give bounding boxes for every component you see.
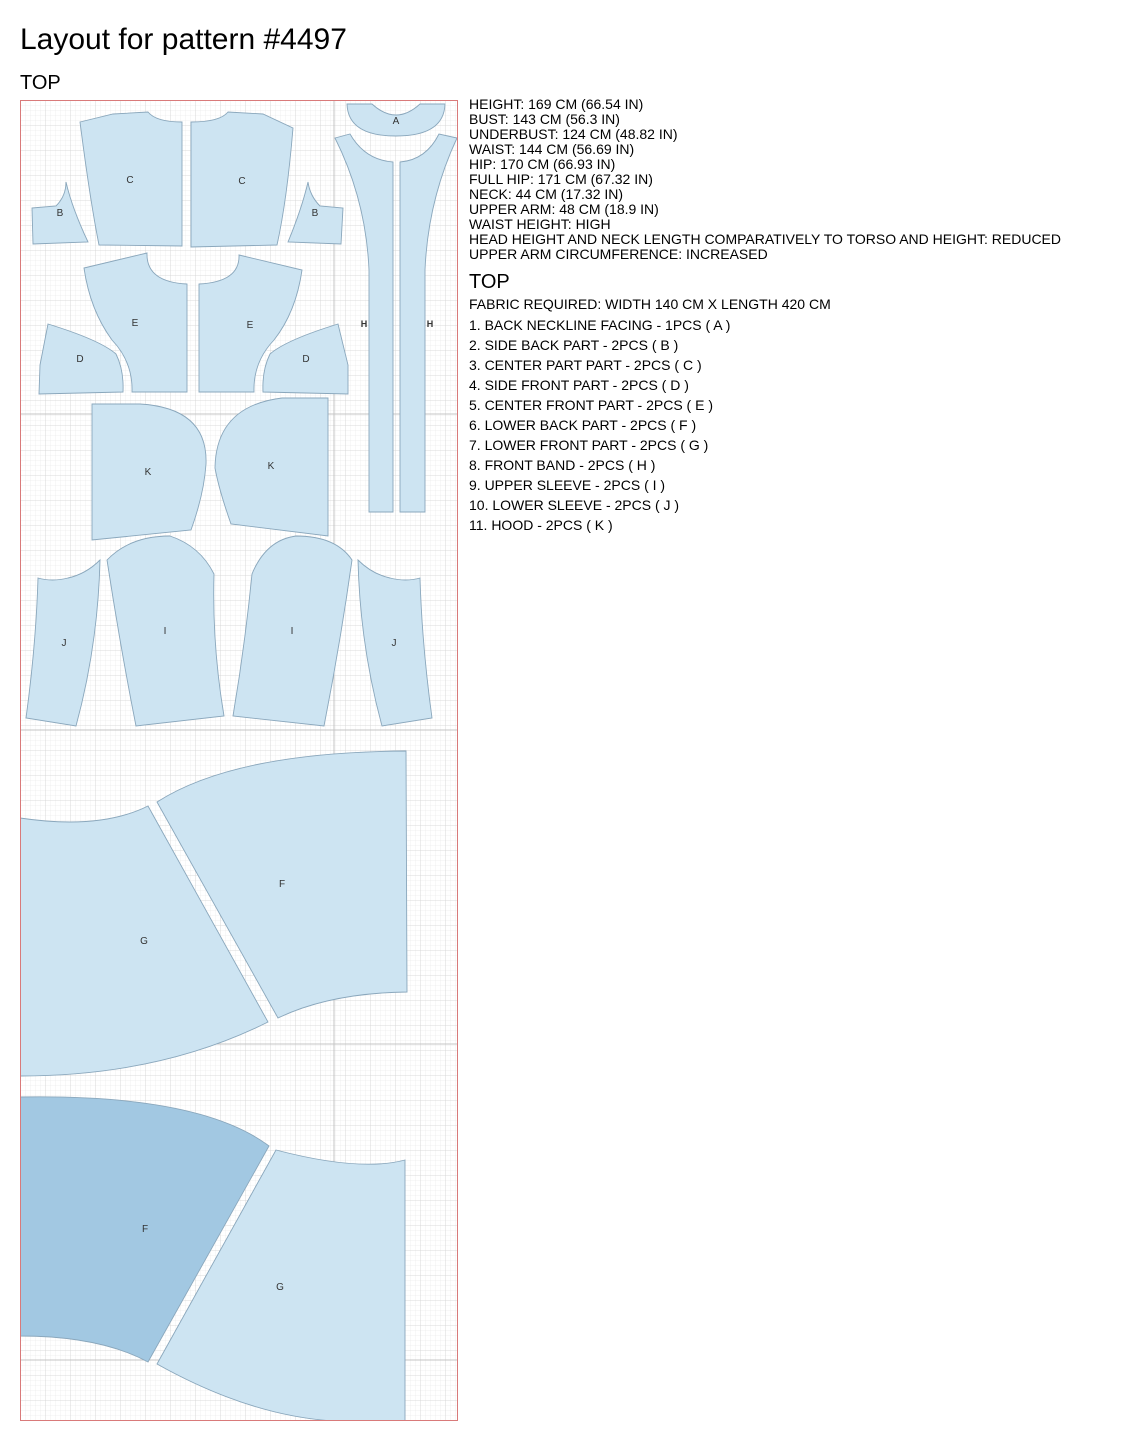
section-label: TOP — [20, 72, 61, 94]
piece-label-j-left: J — [61, 638, 67, 649]
measurement-bust: BUST: 143 CM (56.3 IN) — [469, 111, 620, 127]
piece-label-d-left: D — [76, 354, 84, 365]
piece-label-h-right: H — [426, 319, 434, 329]
piece-label-i-left: I — [163, 626, 167, 637]
fabric-section-title: TOP — [469, 271, 510, 293]
part-item: 5. CENTER FRONT PART - 2PCS ( E ) — [469, 397, 714, 413]
measurement-waist-height: WAIST HEIGHT: HIGH — [469, 216, 611, 232]
part-item: 6. LOWER BACK PART - 2PCS ( F ) — [469, 417, 697, 433]
part-item: 11. HOOD - 2PCS ( K ) — [469, 517, 613, 533]
piece-label-k-right: K — [267, 461, 275, 472]
part-item: 1. BACK NECKLINE FACING - 1PCS ( A ) — [469, 317, 731, 333]
parts-list — [469, 315, 1129, 535]
piece-label-f-upper: F — [278, 879, 286, 890]
measurement-hip: HIP: 170 CM (66.93 IN) — [469, 156, 616, 172]
piece-label-e-right: E — [246, 320, 254, 331]
part-item: 3. CENTER PART PART - 2PCS ( C ) — [469, 357, 702, 373]
piece-label-b-left: B — [56, 208, 64, 219]
piece-label-c-left: C — [126, 175, 134, 186]
part-item: 10. LOWER SLEEVE - 2PCS ( J ) — [469, 497, 680, 513]
measurements-list — [469, 97, 1129, 262]
part-item: 8. FRONT BAND - 2PCS ( H ) — [469, 457, 656, 473]
measurement-height: HEIGHT: 169 CM (66.54 IN) — [469, 96, 644, 112]
piece-label-g-upper: G — [140, 936, 148, 947]
piece-label-c-right: C — [238, 176, 246, 187]
layout-canvas — [20, 100, 458, 1421]
measurement-upper-arm: UPPER ARM: 48 CM (18.9 IN) — [469, 201, 659, 217]
piece-label-g-lower: G — [276, 1282, 284, 1293]
part-item: 4. SIDE FRONT PART - 2PCS ( D ) — [469, 377, 689, 393]
part-item: 9. UPPER SLEEVE - 2PCS ( I ) — [469, 477, 666, 493]
layout-board — [20, 100, 458, 1421]
piece-label-b-right: B — [311, 208, 319, 219]
info-panel — [469, 97, 1129, 535]
part-item: 7. LOWER FRONT PART - 2PCS ( G ) — [469, 437, 709, 453]
piece-label-i-right: I — [290, 626, 294, 637]
measurement-neck: NECK: 44 CM (17.32 IN) — [469, 186, 624, 202]
measurement-full-hip: FULL HIP: 171 CM (67.32 IN) — [469, 171, 653, 187]
measurement-head-neck: HEAD HEIGHT AND NECK LENGTH COMPARATIVELY TO TORSO AND HEIGHT: REDUCED — [469, 231, 1062, 247]
measurement-waist: WAIST: 144 CM (56.69 IN) — [469, 141, 635, 157]
piece-label-e-left: E — [131, 318, 139, 329]
piece-label-f-lower: F — [141, 1224, 149, 1235]
piece-label-h-left: H — [360, 319, 368, 329]
fabric-required: FABRIC REQUIRED: WIDTH 140 CM X LENGTH 420 CM — [469, 296, 831, 312]
piece-label-d-right: D — [302, 354, 310, 365]
part-item: 2. SIDE BACK PART - 2PCS ( B ) — [469, 337, 679, 353]
piece-label-k-left: K — [144, 467, 152, 478]
piece-label-a: A — [392, 116, 400, 127]
measurement-underbust: UNDERBUST: 124 CM (48.82 IN) — [469, 126, 678, 142]
measurement-upper-arm-circumference: UPPER ARM CIRCUMFERENCE: INCREASED — [469, 246, 768, 262]
page-title: Layout for pattern #4497 — [20, 23, 347, 56]
piece-label-j-right: J — [391, 638, 397, 649]
